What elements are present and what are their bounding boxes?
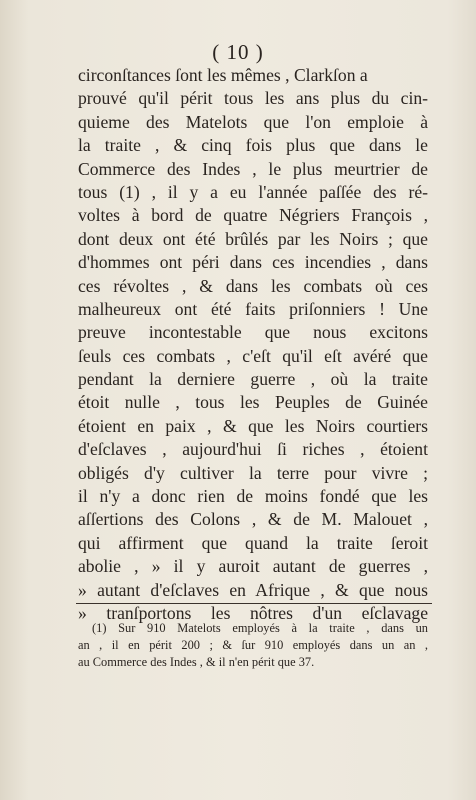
text-line: abolie , » il y auroit autant de guerres , [78,556,428,577]
text-line: ſeuls ces combats , c'eſt qu'il eſt avéré que [78,345,428,366]
text-line: il n'y a donc rien de moins fondé que les [78,486,428,507]
text-line: étoient en paix , & que les Noirs courtiers [78,415,428,436]
text-line: pendant la derniere guerre , où la traite [78,369,428,390]
text-line: malheureux ont été faits priſonniers ! Une [78,298,428,319]
footnote-line: (1) Sur 910 Matelots employés à la traite , dans un [92,621,428,635]
text-line: d'hommes ont péri dans ces incendies , dans [78,252,428,273]
text-line: Commerce des Indes , le plus meurtrier de [78,158,428,179]
text-line: qui affirment que quand la traite ſeroit [78,532,428,553]
text-line: dont deux ont été brûlés par les Noirs ; que [78,228,428,249]
footnote-line: au Commerce des Indes , & il n'en périt que 37. [78,655,315,669]
footnote-divider [76,603,432,604]
text-line: aſſertions des Colons , & de M. Malouet , [78,509,428,530]
text-line: obligés d'y cultiver la terre pour vivre ; [78,462,428,483]
page-number: ( 10 ) [212,40,264,64]
text-line: la traite , & cinq fois plus que dans le [78,135,428,156]
text-line: » autant d'eſclaves en Afrique , & que nous [78,579,428,600]
text-line: circonſtances ſont les mêmes , Clarkſon a [78,65,368,85]
body-text [78,64,428,625]
text-line: ces révoltes , & dans les combats où ces [78,275,428,296]
footnote-line: an , il en périt 200 ; & ſur 910 employés dans un an , [78,638,428,652]
text-line: quieme des Matelots que l'on emploie à [78,111,428,132]
text-line: tous (1) , il y a eu l'année paſſée des ré- [78,181,428,202]
text-line: preuve incontestable que nous excitons [78,322,428,343]
text-line: prouvé qu'il périt tous les ans plus du cin- [78,88,428,109]
text-line: étoit nulle , tous les Peuples de Guinée [78,392,428,413]
text-line: » tranſportons les nôtres d'un eſclavage [78,602,428,623]
text-line: voltes à bord de quatre Négriers François , [78,205,428,226]
text-line: d'eſclaves , aujourd'hui ſi riches , étoient [78,439,428,460]
footnote [78,620,428,671]
